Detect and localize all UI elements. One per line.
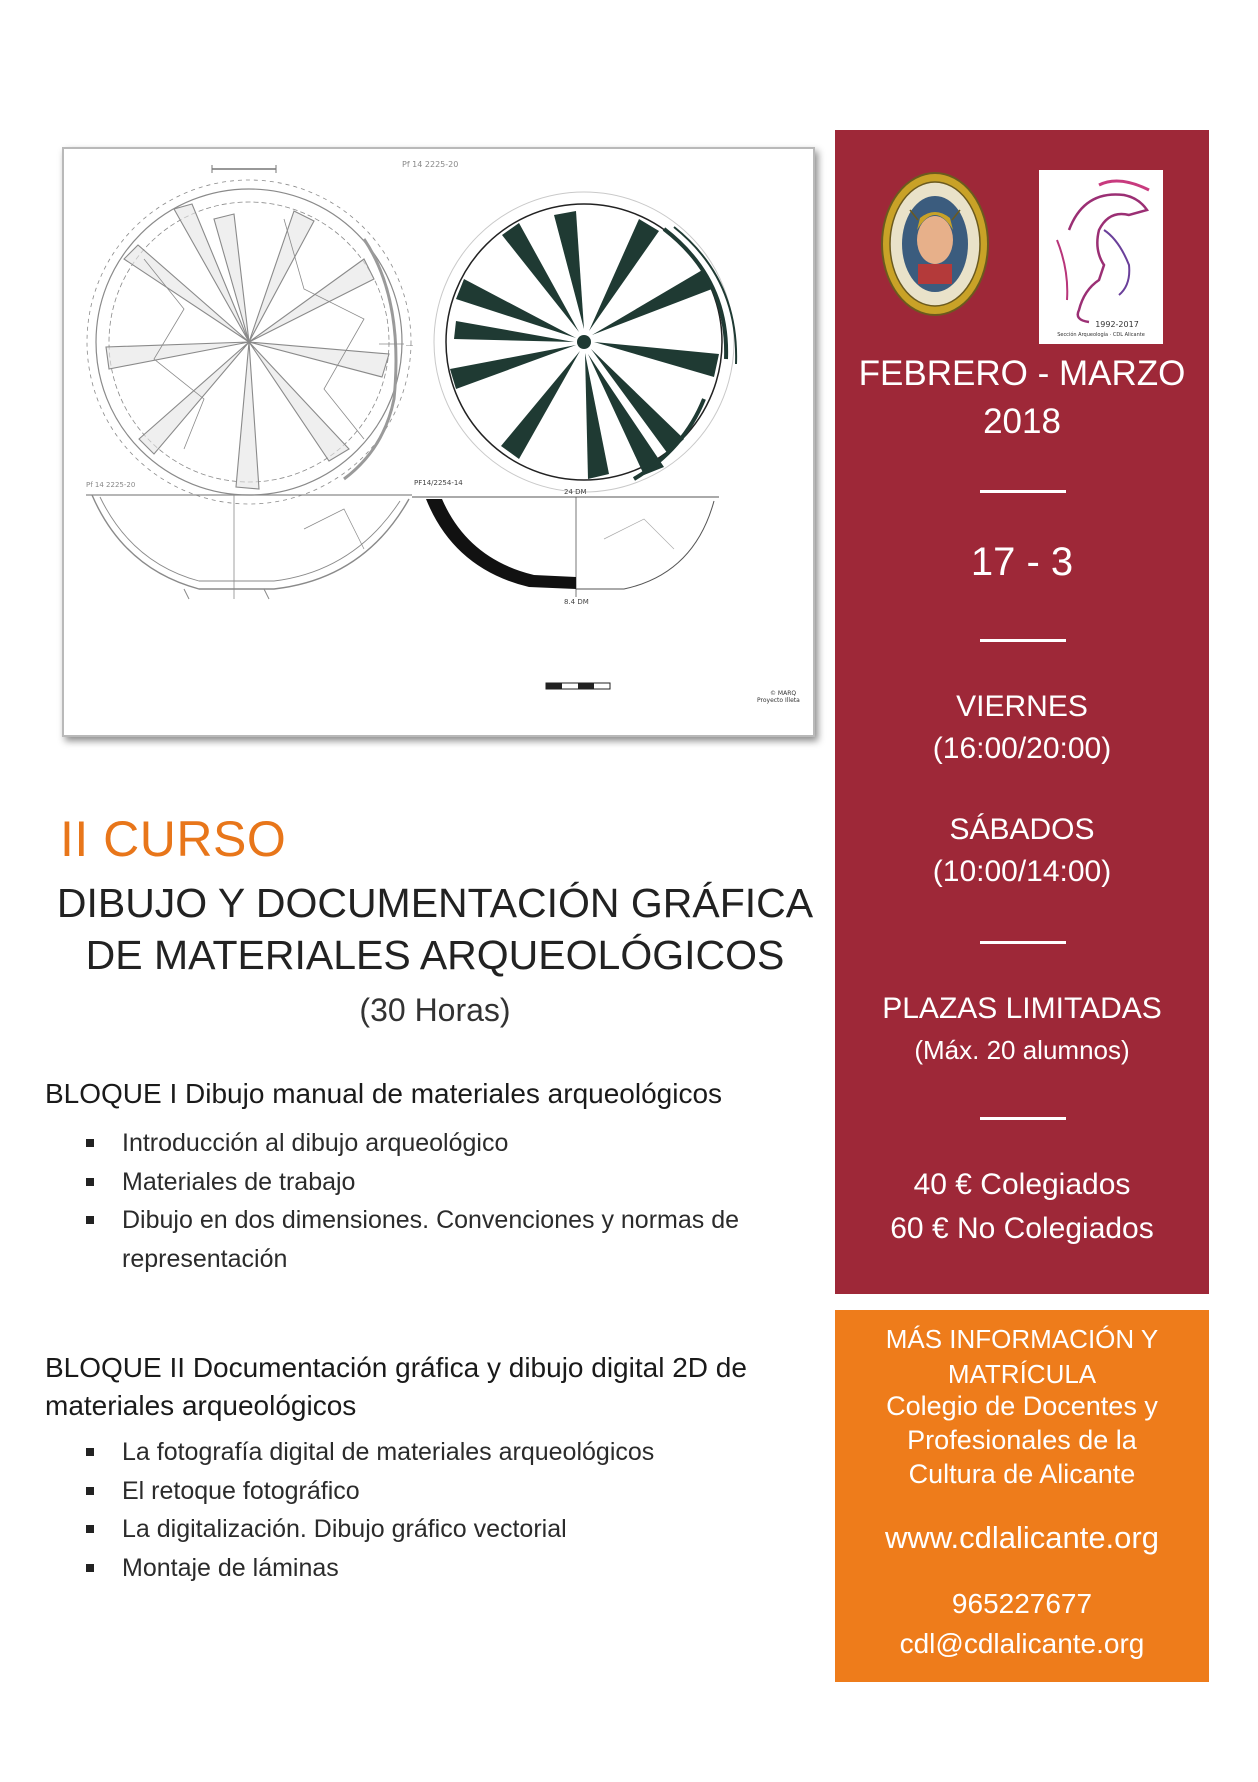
list-item: Introducción al dibujo arqueológico [80, 1124, 800, 1163]
saturday-schedule [835, 809, 1209, 893]
divider [980, 941, 1066, 944]
phone-number[interactable]: 965227677 [951, 1588, 1093, 1619]
pottery-drawing-svg [64, 149, 813, 735]
price-nonmembers: 60 € No Colegiados [890, 1212, 1154, 1245]
svg-text:Pf 14 2225-20: Pf 14 2225-20 [402, 160, 459, 169]
course-hours: (30 Horas) [359, 992, 511, 1028]
block2-list [80, 1433, 800, 1587]
svg-text:Proyecto Illeta: Proyecto Illeta [757, 697, 800, 704]
svg-text:Pf 14 2225-20: Pf 14 2225-20 [86, 481, 136, 489]
course-dates [835, 350, 1209, 446]
max-students: (Máx. 20 alumnos) [914, 1035, 1130, 1065]
info-panel [835, 1310, 1209, 1682]
org-line1: Colegio de Docentes y [886, 1391, 1158, 1421]
list-item: Dibujo en dos dimensiones. Convenciones y normas de representación [80, 1201, 800, 1278]
friday-schedule [835, 686, 1209, 770]
info-heading-line1: MÁS INFORMACIÓN Y [885, 1324, 1159, 1354]
list-item: La digitalización. Dibujo gráfico vectorial [80, 1510, 800, 1549]
divider [980, 639, 1066, 642]
list-item: El retoque fotográfico [80, 1472, 800, 1511]
divider [980, 1117, 1066, 1120]
list-item: Montaje de láminas [80, 1549, 800, 1588]
course-title-line1: DIBUJO Y DOCUMENTACIÓN GRÁFICA [56, 880, 814, 926]
svg-text:—: — [406, 342, 413, 349]
schedule-panel [835, 130, 1209, 1294]
svg-text:1992-2017: 1992-2017 [1095, 320, 1139, 329]
svg-text:PF14/2254-14: PF14/2254-14 [414, 479, 463, 487]
svg-text:8.4 DM: 8.4 DM [564, 598, 589, 606]
prices [835, 1163, 1209, 1251]
course-number: II CURSO [60, 811, 287, 867]
svg-text:Sección Arqueología · CDL Alic: Sección Arqueología · CDL Alicante [1057, 332, 1145, 338]
pencil-profile-drawing [86, 481, 412, 599]
course-title-line2: DE MATERIALES ARQUEOLÓGICOS [85, 932, 785, 978]
archaeology-section-logo [1039, 170, 1163, 344]
price-members: 40 € Colegiados [913, 1168, 1131, 1201]
pencil-plate-drawing [87, 180, 413, 504]
archaeological-drawing [62, 147, 815, 737]
friday-label: VIERNES [956, 690, 1088, 723]
college-crest-logo [880, 170, 990, 318]
svg-text:© MARQ: © MARQ [770, 690, 797, 697]
block2-title: BLOQUE II Documentación gráfica y dibujo digital 2D de materiales arqueológicos [45, 1352, 747, 1421]
org-line3: Cultura de Alicante [908, 1459, 1136, 1489]
org-line2: Profesionales de la [907, 1425, 1137, 1455]
dates-months: FEBRERO - MARZO [858, 354, 1186, 393]
divider [980, 490, 1066, 493]
list-item: La fotografía digital de materiales arqueológicos [80, 1433, 800, 1472]
info-heading [835, 1322, 1209, 1392]
organization-name [835, 1389, 1209, 1491]
helmet-profile-logo [1039, 170, 1163, 344]
email-link[interactable]: cdl@cdlalicante.org [899, 1628, 1145, 1659]
course-days: 17 - 3 [970, 540, 1074, 584]
info-heading-line2: MATRÍCULA [947, 1359, 1097, 1389]
inked-profile-drawing [412, 479, 719, 606]
inked-plate-drawing [434, 192, 736, 492]
block1-list [80, 1124, 800, 1278]
list-item: Materiales de trabajo [80, 1163, 800, 1202]
block1-title: BLOQUE I Dibujo manual de materiales arqueológicos [45, 1078, 723, 1109]
friday-hours: (16:00/20:00) [932, 732, 1112, 765]
limited-places: PLAZAS LIMITADAS [882, 992, 1162, 1025]
saturday-label: SÁBADOS [949, 813, 1095, 846]
scale-bar [546, 683, 610, 689]
dates-year: 2018 [983, 402, 1061, 441]
svg-text:24 DM: 24 DM [564, 488, 587, 496]
website-link[interactable]: www.cdlalicante.org [885, 1520, 1159, 1555]
saturday-hours: (10:00/14:00) [932, 855, 1112, 888]
